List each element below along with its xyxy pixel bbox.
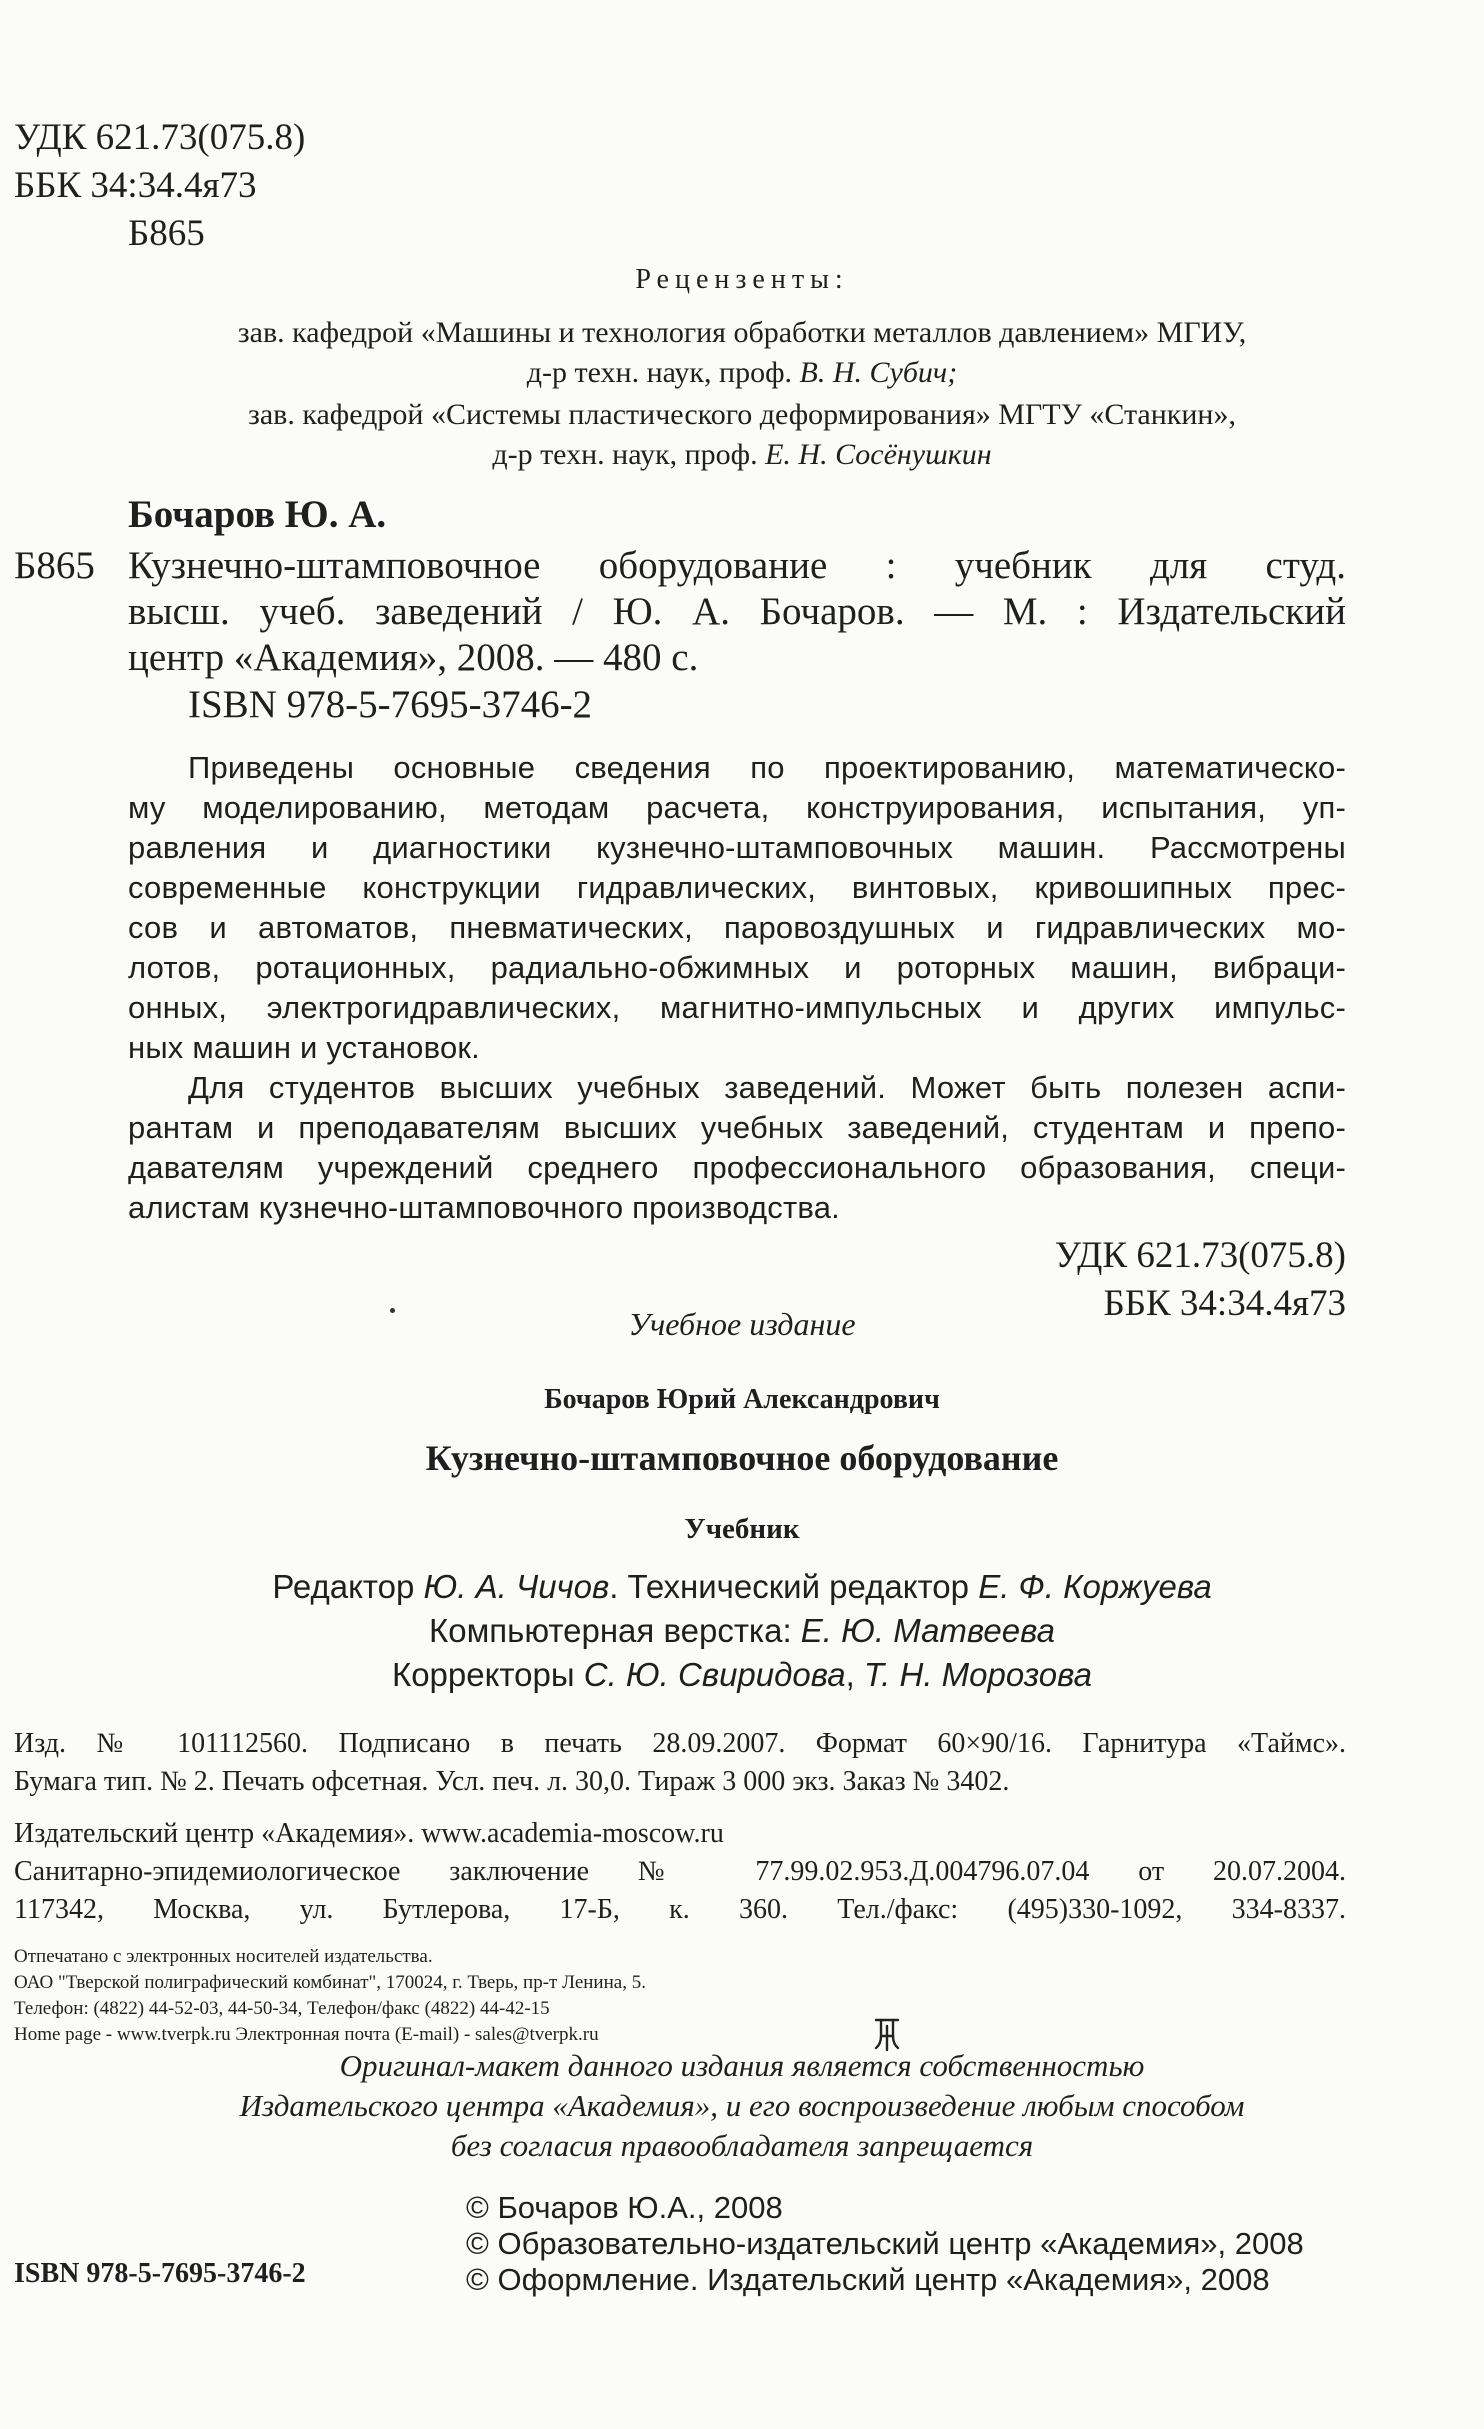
imprint-line: Санитарно-эпидемиологическое заключение № 77.99.02.953.Д.004796.07.04 от 20.07.2004.: [14, 1856, 1346, 1887]
rights-line: Издательского центра «Академия», и его воспроизведение любым способом: [239, 2088, 1245, 2123]
layout-name: Е. Ю. Матвеева: [800, 1612, 1055, 1649]
copyright-line: © Бочаров Ю.А., 2008: [466, 2190, 783, 2225]
annotation-line: Для студентов высших учебных заведений. Может быть полезен аспи-: [188, 1070, 1346, 1105]
book-kind: Учебник: [684, 1513, 800, 1545]
printer-logo-icon: [872, 2016, 902, 2052]
annotation-line: равления и диагностики кузнечно-штамповочных машин. Рассмотрены: [128, 830, 1346, 865]
imprint-line: Издательский центр «Академия». www.academia-moscow.ru: [14, 1818, 724, 1849]
printer-line: ОАО "Тверской полиграфический комбинат", 170024, г. Тверь, пр-т Ленина, 5.: [14, 1972, 646, 1993]
author-code: Б865: [128, 213, 205, 254]
annotation-line: сов и автоматов, пневматических, паровоздушных и гидравлических мо-: [128, 910, 1346, 945]
reviewer-line: зав. кафедрой «Системы пластического деформирования» МГТУ «Станкин»,: [248, 398, 1236, 431]
reviewer-line: зав. кафедрой «Машины и технология обработки металлов давлением» МГИУ,: [237, 316, 1247, 349]
staff-proofreaders: Корректоры С. Ю. Свиридова, Т. Н. Морозова: [391, 1656, 1093, 1693]
annotation-line: рантам и преподавателям высших учебных заведений, студентам и препо-: [128, 1110, 1346, 1145]
book-title: Кузнечно-штамповочное оборудование: [425, 1438, 1059, 1478]
bbk-code-right: ББК 34:34.4я73: [1103, 1283, 1346, 1324]
bib-code: Б865: [14, 544, 95, 587]
edition-type: Учебное издание: [628, 1306, 856, 1342]
annotation-line: онных, электрогидравлических, магнитно-импульсных и других импульс-: [128, 990, 1346, 1025]
printer-line: Отпечатано с электронных носителей издательства.: [14, 1946, 433, 1967]
staff-editors: Редактор Ю. А. Чичов. Технический редактор Е. Ф. Коржуева: [272, 1568, 1212, 1605]
imprint-line: 117342, Москва, ул. Бутлерова, 17-Б, к. 360. Тел./факс: (495)330-1092, 334-8337.: [14, 1894, 1346, 1925]
bib-line: центр «Академия», 2008. — 480 с.: [128, 636, 699, 679]
bib-line: высш. учеб. заведений / Ю. А. Бочаров. — М. : Издательский: [128, 590, 1346, 633]
author-full-name: Бочаров Юрий Александрович: [544, 1384, 940, 1415]
proofreader-name: С. Ю. Свиридова: [583, 1656, 846, 1693]
imprint-line: Бумага тип. № 2. Печать офсетная. Усл. печ. л. 30,0. Тираж 3 000 экз. Заказ № 3402.: [14, 1766, 1010, 1797]
rights-line: Оригинал-макет данного издания является собственностью: [339, 2048, 1145, 2083]
isbn-bottom: ISBN 978-5-7695-3746-2: [14, 2258, 306, 2289]
tech-editor-name: Е. Ф. Коржуева: [978, 1568, 1212, 1605]
copyright-line: © Оформление. Издательский центр «Академия», 2008: [466, 2262, 1270, 2297]
annotation-line: лотов, ротационных, радиально-обжимных и роторных машин, вибраци-: [128, 950, 1346, 985]
reviewer-degree: д-р техн. наук, проф. В. Н. Субич;: [526, 356, 958, 389]
udk-code: УДК 621.73(075.8): [14, 117, 306, 158]
editor-name: Ю. А. Чичов: [423, 1568, 610, 1605]
printer-line: Home page - www.tverpk.ru Электронная почта (E-mail) - sales@tverpk.ru: [14, 2024, 599, 2045]
copyright-line: © Образовательно-издательский центр «Академия», 2008: [466, 2226, 1304, 2261]
reviewers-heading: Рецензенты:: [635, 264, 849, 295]
annotation-line: алистам кузнечно-штамповочного производства.: [128, 1190, 840, 1225]
annotation-line: ных машин и установок.: [128, 1030, 480, 1065]
bib-line: Кузнечно-штамповочное оборудование : учебник для студ.: [128, 544, 1346, 587]
reviewer-name: Е. Н. Сосёнушкин: [765, 438, 992, 471]
reviewer-name: В. Н. Субич;: [799, 356, 958, 389]
rights-line: без согласия правообладателя запрещается: [450, 2128, 1034, 2163]
annotation-line: му моделированию, методам расчета, конструирования, испытания, уп-: [128, 790, 1346, 825]
bib-isbn: ISBN 978-5-7695-3746-2: [188, 683, 593, 726]
staff-layout: Компьютерная верстка: Е. Ю. Матвеева: [429, 1612, 1055, 1649]
reviewer-degree: д-р техн. наук, проф. Е. Н. Сосёнушкин: [492, 438, 992, 471]
annotation-line: современные конструкции гидравлических, винтовых, кривошипных прес-: [128, 870, 1346, 905]
imprint-line: Изд. № 101112560. Подписано в печать 28.09.2007. Формат 60×90/16. Гарнитура «Таймс».: [14, 1728, 1346, 1759]
proofreader-name: Т. Н. Морозова: [863, 1656, 1093, 1693]
udk-code-right: УДК 621.73(075.8): [1054, 1235, 1346, 1276]
annotation-line: давателям учреждений среднего профессионального образования, специ-: [128, 1150, 1346, 1185]
printer-line: Телефон: (4822) 44-52-03, 44-50-34, Телефон/факс (4822) 44-42-15: [14, 1998, 550, 2019]
annotation-line: Приведены основные сведения по проектированию, математическо-: [188, 750, 1346, 785]
bbk-code: ББК 34:34.4я73: [14, 165, 257, 206]
bib-author: Бочаров Ю. А.: [128, 493, 387, 536]
